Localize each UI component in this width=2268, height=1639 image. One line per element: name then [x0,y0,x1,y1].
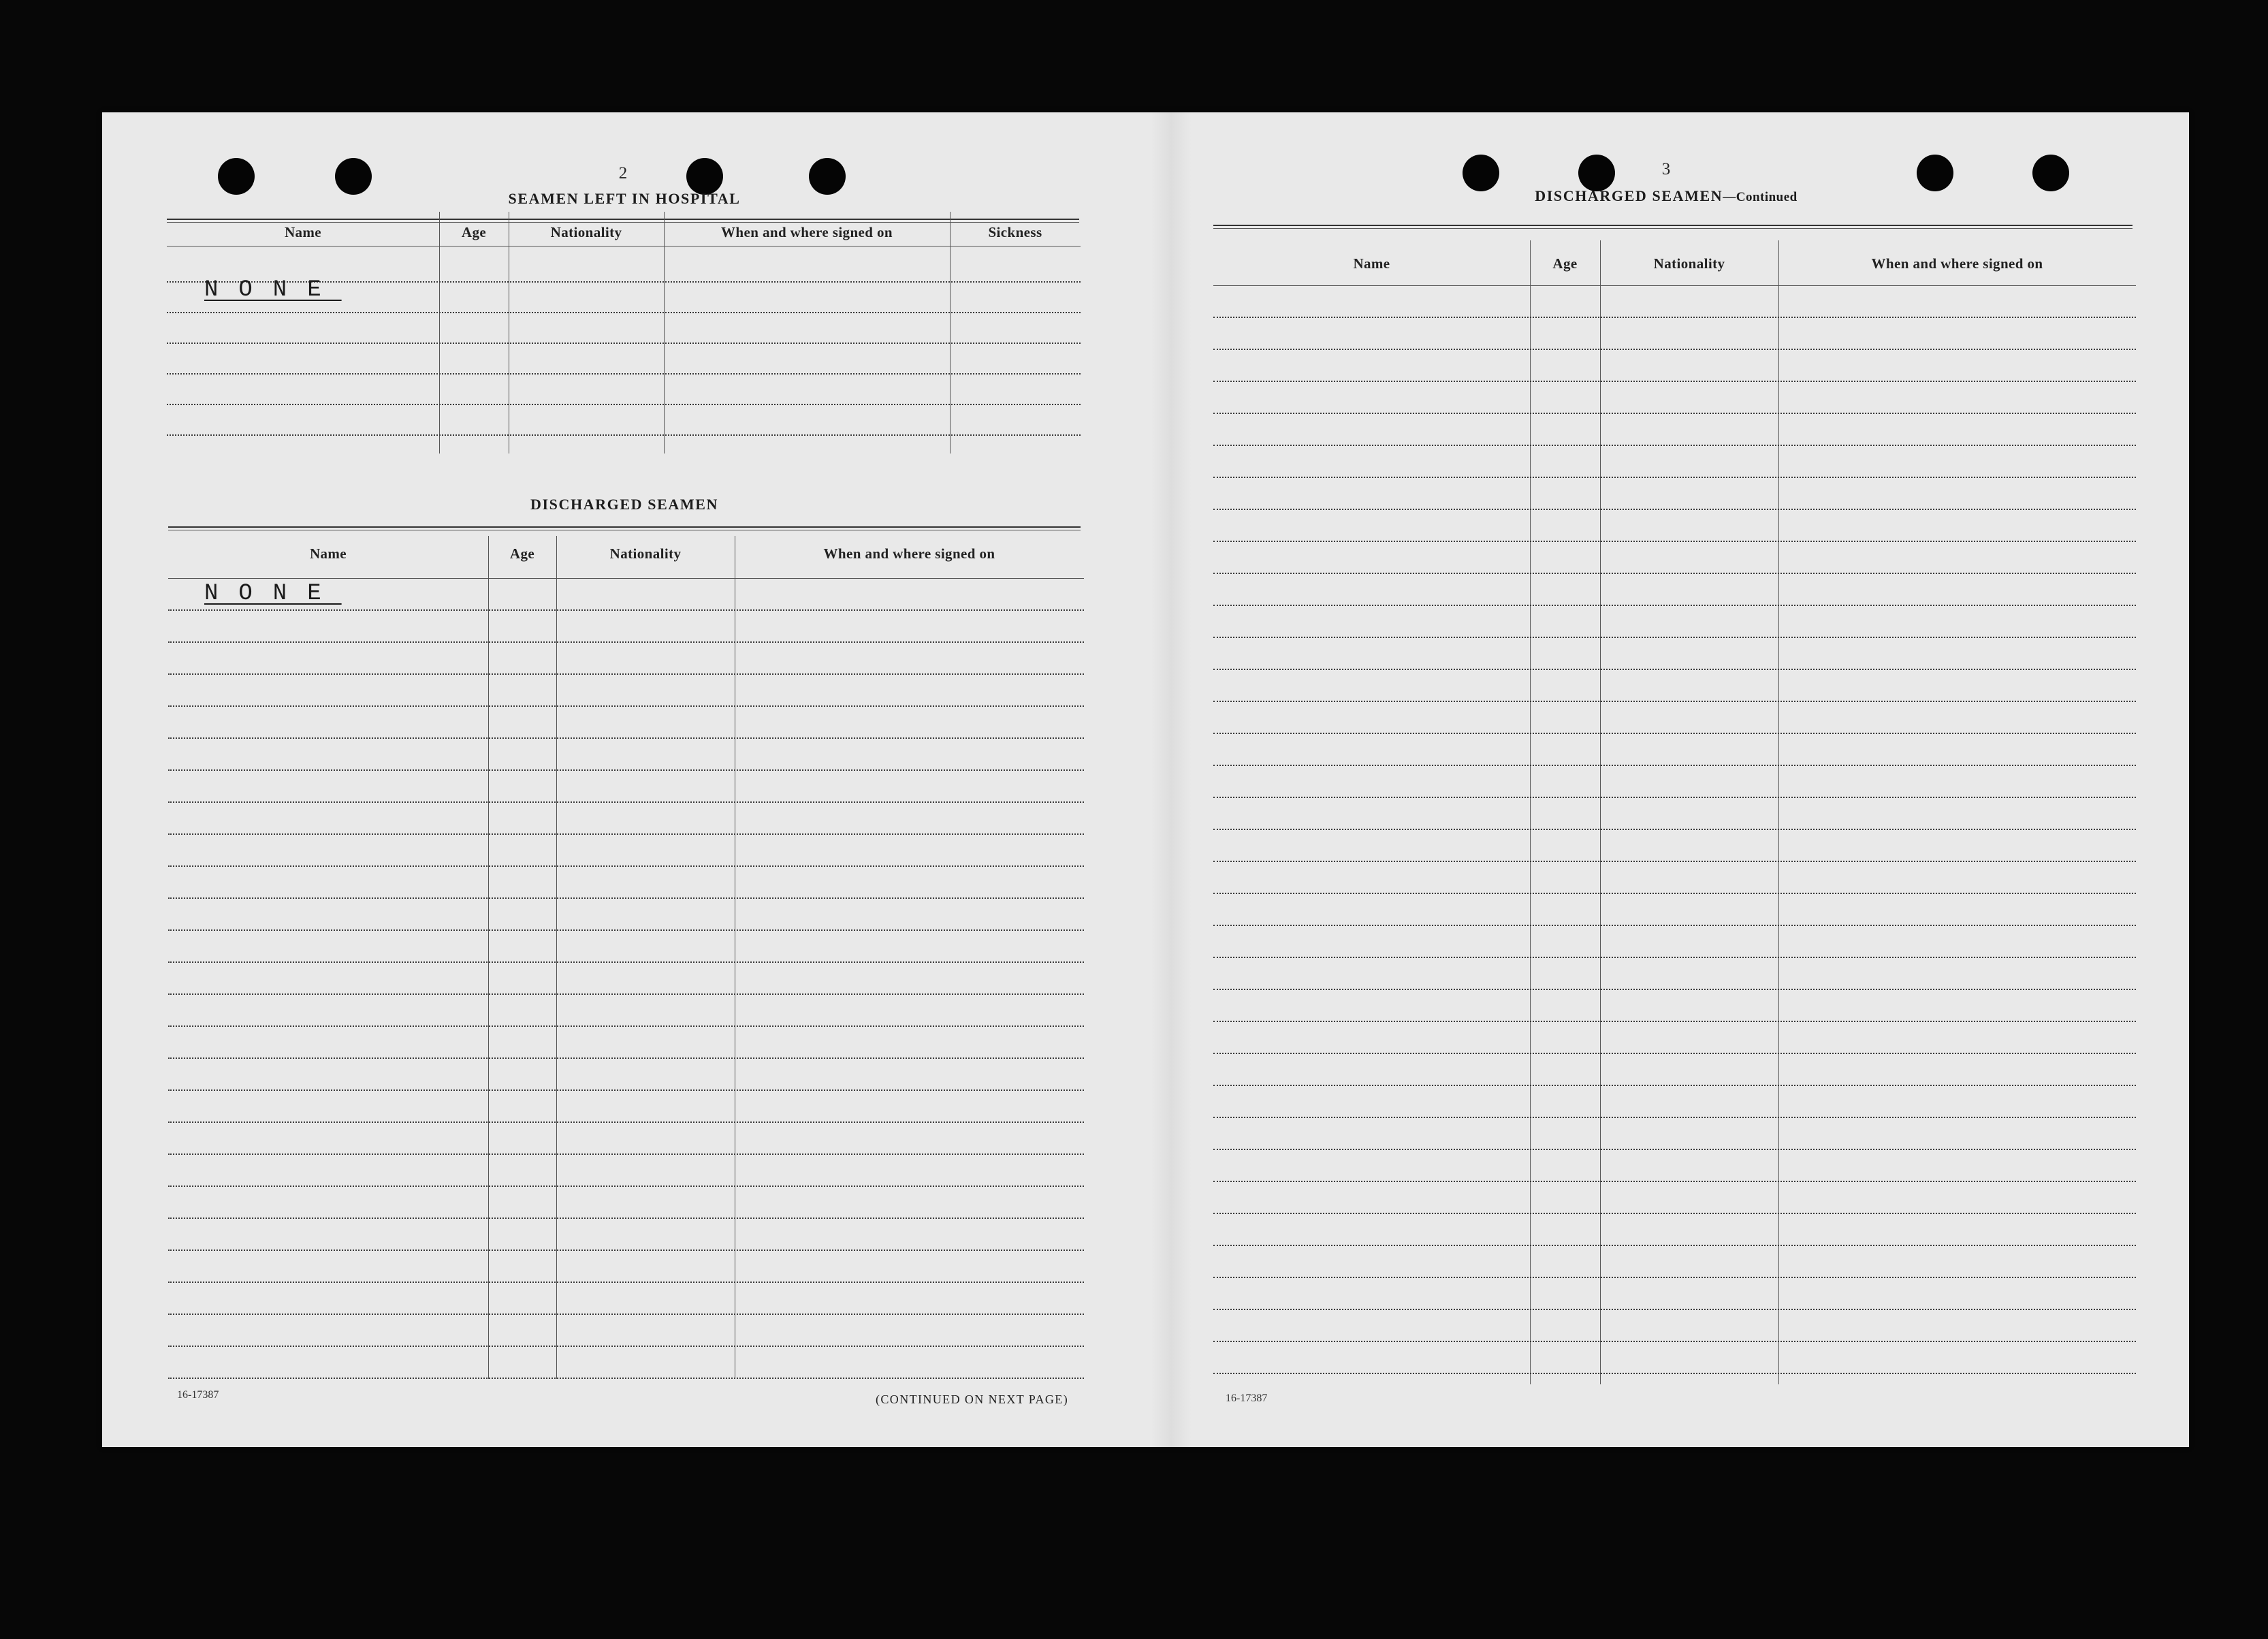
header-rule [1213,285,2136,286]
row-rule [1213,957,2136,958]
row-rule [1213,1373,2136,1374]
row-rule [1213,1117,2136,1118]
row-rule [168,705,1084,707]
row-rule [168,769,1084,771]
row-rule [1213,541,2136,542]
row-rule [1213,1213,2136,1214]
row-rule [168,737,1084,739]
row-rule [1213,445,2136,446]
col-header-name: Name [1353,255,1390,272]
page-number-left: 2 [618,164,628,182]
column-divider [664,212,665,453]
col-header-signed-on: When and where signed on [1871,255,2043,272]
page-number-right: 3 [1661,160,1671,178]
row-rule [1213,893,2136,894]
row-rule [168,1153,1084,1155]
row-rule [167,404,1081,405]
title-rule [1213,225,2133,229]
punch-hole [2032,155,2069,191]
col-header-age: Age [461,224,487,240]
row-rule [168,1121,1084,1123]
document-sheet [102,112,2189,1447]
col-header-signed-on: When and where signed on [721,224,893,240]
discharged-continued-suffix: —Continued [1723,190,1798,204]
row-rule [1213,573,2136,574]
row-rule [167,312,1081,313]
row-rule [1213,989,2136,990]
punch-hole [686,158,723,195]
row-rule [1213,1277,2136,1278]
row-rule [1213,637,2136,638]
continued-note: (CONTINUED ON NEXT PAGE) [876,1393,1069,1406]
row-rule [168,801,1084,803]
col-header-age: Age [1552,255,1578,272]
column-divider [488,536,489,1379]
row-rule [168,865,1084,867]
col-header-signed-on: When and where signed on [823,545,995,562]
hospital-section-title: SEAMEN LEFT IN HOSPITAL [508,190,741,207]
row-rule [168,1218,1084,1219]
row-rule [1213,1053,2136,1054]
form-code-right: 16-17387 [1226,1393,1268,1404]
row-rule [168,833,1084,835]
row-rule [168,1314,1084,1315]
col-header-nationality: Nationality [550,224,622,240]
row-rule [168,1025,1084,1027]
discharged-entry-none: NONE [204,581,342,607]
title-rule [168,526,1081,530]
col-header-nationality: Nationality [609,545,682,562]
row-rule [168,1057,1084,1059]
row-rule [167,434,1081,436]
row-rule [1213,829,2136,830]
row-rule [1213,701,2136,702]
row-rule [1213,381,2136,382]
punch-hole [809,158,846,195]
row-rule [168,609,1084,611]
col-header-name: Name [309,545,347,562]
row-rule [1213,349,2136,350]
row-rule [168,929,1084,931]
header-rule [168,578,1084,579]
row-rule [168,641,1084,643]
column-divider [439,212,440,453]
form-code-left: 16-17387 [177,1389,219,1401]
row-rule [1213,669,2136,670]
punch-hole [1578,155,1615,191]
punch-hole [1917,155,1953,191]
row-rule [1213,1341,2136,1342]
discharged-section-title: DISCHARGED SEAMEN [530,496,718,513]
row-rule [168,1250,1084,1251]
punch-hole [218,158,255,195]
row-rule [168,1089,1084,1091]
discharged-continued-title [1535,187,1798,205]
row-rule [1213,765,2136,766]
row-rule [1213,1085,2136,1086]
row-rule [168,897,1084,899]
column-divider [950,212,951,453]
row-rule [168,993,1084,995]
row-rule [1213,413,2136,414]
col-header-nationality: Nationality [1653,255,1725,272]
row-rule [168,1346,1084,1347]
discharged-table-left [168,536,1084,1379]
row-rule [1213,733,2136,734]
row-rule [1213,317,2136,318]
row-rule [1213,1181,2136,1182]
col-header-age: Age [509,545,535,562]
column-divider [556,536,557,1379]
row-rule [168,961,1084,963]
row-rule [1213,1245,2136,1246]
row-rule [1213,797,2136,798]
punch-hole [1463,155,1499,191]
col-header-sickness: Sickness [988,224,1042,240]
discharged-table-right [1213,240,2136,1384]
row-rule [1213,1309,2136,1310]
row-rule [1213,477,2136,478]
col-header-name: Name [284,224,322,240]
row-rule [1213,1149,2136,1150]
row-rule [167,373,1081,375]
row-rule [168,1186,1084,1187]
row-rule [167,343,1081,344]
hospital-table [167,212,1081,464]
row-rule [1213,861,2136,862]
row-rule [168,1282,1084,1283]
punch-hole [335,158,372,195]
row-rule [1213,1021,2136,1022]
row-rule [168,673,1084,675]
row-rule [1213,605,2136,606]
row-rule [168,1378,1084,1379]
hospital-entry-none: NONE [204,277,342,303]
row-rule [1213,925,2136,926]
row-rule [1213,509,2136,510]
center-fold [1151,112,1192,1447]
discharged-continued-title-main: DISCHARGED SEAMEN [1535,187,1723,204]
